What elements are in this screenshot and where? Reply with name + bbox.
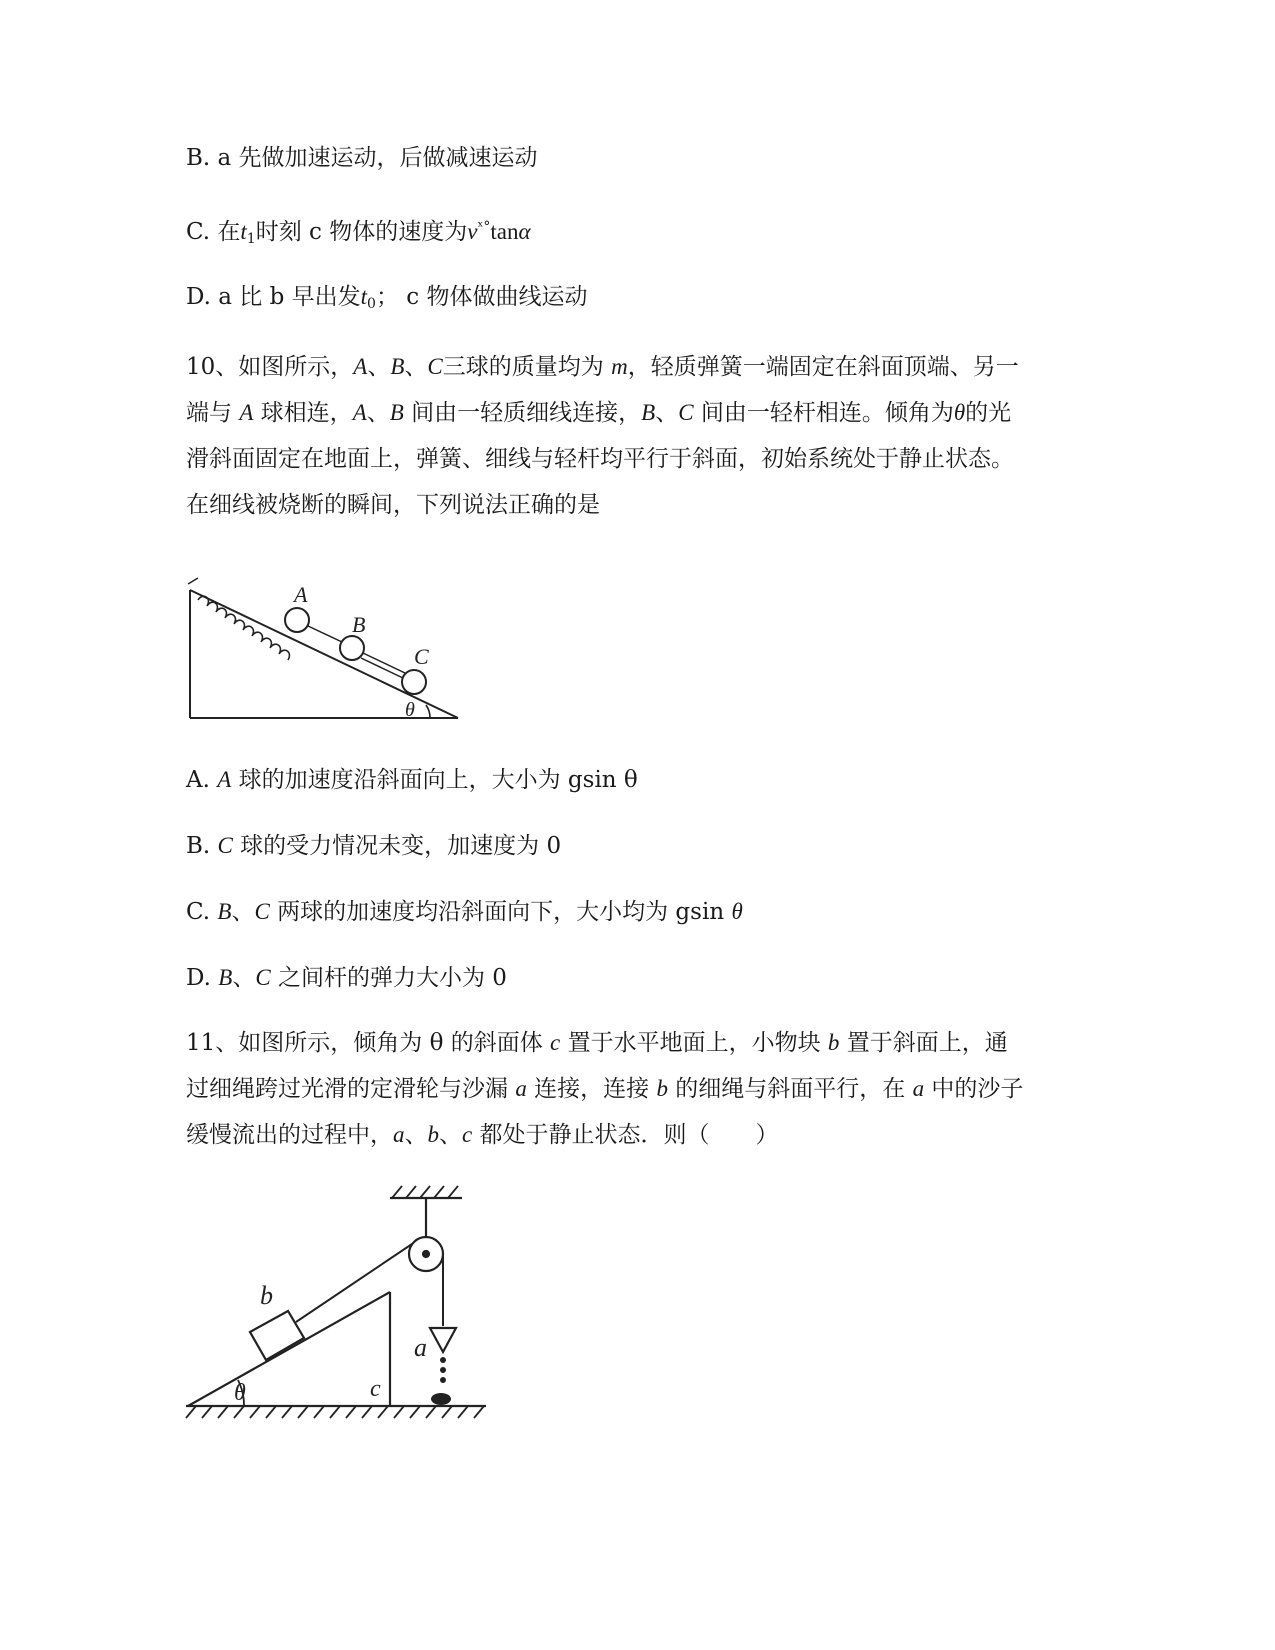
q10-stem-line1 [186,352,1019,382]
q10-sep: 、 [231,899,255,925]
rope-incline [296,1244,412,1322]
q10-var-c: C [427,354,443,379]
q9-option-d-t: t [360,284,368,309]
q11-stem-line1 [186,1028,1008,1058]
label-theta: θ [405,699,415,721]
q10-stem-line4: 在细线被烧断的瞬间，下列说法正确的是 [186,492,600,518]
q11-text: 11、如图所示，倾角为 θ 的斜面体 [186,1030,551,1056]
q10-stem-line3: 滑斜面固定在地面上，弹簧、细线与轻杆均平行于斜面，初始系统处于静止状态。 [186,446,1014,472]
q10-sep: 、 [232,965,256,991]
q9-option-c-alpha: α [518,219,531,244]
spring [198,596,289,660]
q11-var-c: c [550,1030,561,1055]
q9-option-c-garbled-mark: ˣ° [477,219,491,235]
q10-sep: 、 [404,354,428,380]
q10-incline-figure [180,570,480,750]
q10-var-c: C [678,400,694,425]
q10-var-b: B [218,965,233,990]
label-b: b [260,1281,273,1310]
q11-stem-line3 [186,1120,779,1150]
q11-var-b: b [427,1122,439,1147]
q10-text: 三球的质量均为 [442,354,612,380]
ball-a [285,608,309,632]
q10-var-b: B [641,400,656,425]
sand-funnel-a [430,1328,456,1352]
q11-pulley-figure [180,1180,500,1440]
q9-option-c-t-sub: 1 [246,231,256,247]
q10-var-c: C [255,965,271,990]
sand-pile [431,1393,451,1405]
label-b: B [352,612,366,637]
q10-var-b: B [389,400,404,425]
q9-option-c-v: v [467,219,478,244]
q9-option-c-tan: tan [490,219,519,244]
label-a: A [294,582,308,607]
wall-hatch [188,578,198,584]
q10-text: 间由一轻质细线连接， [403,400,642,426]
q9-option-c-mid: 时刻 c 物体的速度为 [255,219,468,245]
q11-text: 过细绳跨过光滑的定滑轮与沙漏 [186,1076,516,1102]
q10-var-a: A [353,354,368,379]
q11-var-a: a [515,1076,527,1101]
pulley-axle [423,1251,429,1257]
q9-option-d-t-sub: 0 [367,296,376,312]
label-c: c [370,1376,381,1402]
q10-text: 间由一轻杆相连。倾角为 [693,400,954,426]
q9-option-d [186,282,587,319]
q11-text: 置于斜面上，通 [839,1030,1008,1056]
q9-option-d-suffix: ； c 物体做曲线运动 [375,284,588,310]
q11-text: 中的沙子 [924,1076,1024,1102]
q10-var-a: A [239,400,254,425]
q10-var-theta: θ [731,899,743,924]
q10-text: 球相连， [253,400,353,426]
ball-c [402,670,426,694]
option-letter: D. [186,965,219,991]
theta-arc [426,705,430,718]
q9-option-b: B. a 先做加速运动，后做减速运动 [186,145,538,171]
q10-option-c [186,897,743,927]
option-letter: B. [186,833,218,859]
q11-var-c: c [462,1122,473,1147]
q11-text: 连接，连接 [526,1076,657,1102]
q10-var-a: A [352,400,367,425]
q10-text: ，轻质弹簧一端固定在斜面顶端、另一 [627,354,1019,380]
option-letter: C. [186,899,218,925]
incline-slope [188,1292,390,1406]
q10-text: 的光 [965,400,1012,426]
ground-hatch [186,1406,484,1418]
q9-option-c-t: t [240,219,247,244]
q10-var-c: C [217,833,233,858]
option-text: 球的加速度沿斜面向上，大小为 gsin θ [231,767,638,793]
q10-option-b [186,831,561,861]
q11-var-b: b [827,1030,840,1055]
q10-var-m: m [611,354,628,379]
q11-text: 都处于静止状态．则（ ） [472,1122,779,1148]
q10-var-a: A [217,767,232,792]
q11-text: 置于水平地面上，小物块 [560,1030,828,1056]
q10-text: 端与 [186,400,240,426]
q10-var-b: B [390,354,405,379]
label-c: C [414,644,429,669]
q11-text: 缓慢流出的过程中， [186,1122,393,1148]
q10-stem-line2 [186,398,1011,428]
rod-bc-1 [363,653,405,673]
q10-sep: 、 [367,354,391,380]
q11-var-b: b [656,1076,668,1101]
option-text: 之间杆的弹力大小为 0 [270,965,507,991]
q11-sep: 、 [404,1122,428,1148]
q11-stem-line2 [186,1074,1023,1104]
ceiling-hatch [392,1186,458,1198]
option-text: 两球的加速度均沿斜面向下，大小均为 gsin [269,899,732,925]
q9-option-d-prefix: D. a 比 b 早出发 [186,284,361,310]
option-letter: A. [186,767,218,793]
ball-b [340,636,364,660]
q10-var-b: B [217,899,232,924]
q11-var-a: a [912,1076,925,1101]
q9-option-c [186,212,531,254]
q10-sep: 、 [366,400,390,426]
q10-text: 10、如图所示， [186,354,354,380]
q11-text: 的细绳与斜面平行，在 [667,1076,913,1102]
label-theta: θ [234,1380,246,1406]
block-b [250,1311,304,1360]
q10-option-a [186,765,638,795]
label-a: a [414,1333,427,1362]
q10-var-c: C [254,899,270,924]
thread-ab [308,626,342,642]
q11-var-a: a [393,1122,405,1147]
q10-var-theta: θ [953,400,966,425]
q10-sep: 、 [655,400,679,426]
option-text: 球的受力情况未变，加速度为 0 [232,833,562,859]
falling-sand [431,1357,451,1405]
q9-option-c-prefix: C. 在 [186,219,241,245]
q11-sep: 、 [439,1122,462,1148]
q10-option-d [186,963,507,993]
